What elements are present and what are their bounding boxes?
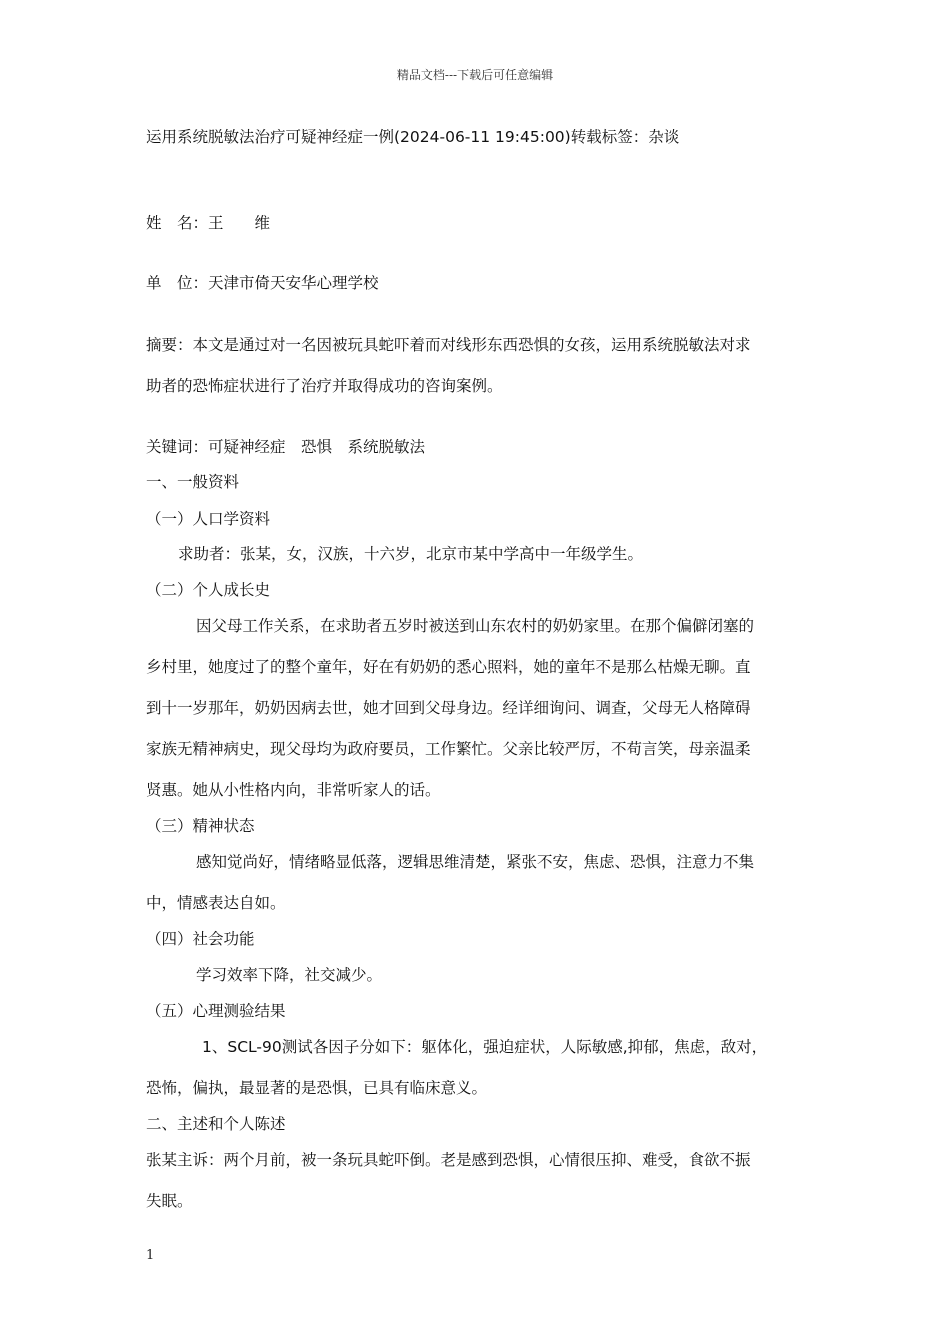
paragraph-line: 乡村里，她度过了的整个童年，好在有奶奶的悉心照料，她的童年不是那么枯燥无聊。直 — [146, 658, 751, 676]
paragraph-line: 中，情感表达自如。 — [146, 894, 286, 912]
paragraph-line: 贤惠。她从小性格内向，非常听家人的话。 — [146, 781, 441, 799]
paragraph-line: 到十一岁那年，奶奶因病去世，她才回到父母身边。经详细询问、调查，父母无人格障碍 — [146, 699, 751, 717]
paragraph-line: 学习效率下降，社交减少。 — [196, 966, 383, 984]
subsection-heading: （一）人口学资料 — [146, 510, 271, 528]
abstract-line: 助者的恐怖症状进行了治疗并取得成功的咨询案例。 — [146, 377, 503, 395]
paragraph-line: 家族无精神病史，现父母均为政府要员，工作繁忙。父亲比较严厉，不苟言笑，母亲温柔 — [146, 740, 751, 758]
subsection-heading: （五）心理测验结果 — [146, 1002, 286, 1020]
author-unit-line: 单 位：天津市倚天安华心理学校 — [146, 274, 379, 292]
page-number: 1 — [146, 1248, 155, 1263]
subsection-heading: （二）个人成长史 — [146, 581, 271, 599]
paragraph-line: 1、SCL-90测试各因子分如下：躯体化，强迫症状，人际敏感,抑郁，焦虑，敌对， — [202, 1038, 768, 1056]
paragraph-line: 求助者：张某，女，汉族，十六岁，北京市某中学高中一年级学生。 — [178, 545, 644, 563]
section-1-heading: 一、一般资料 — [146, 473, 240, 491]
paragraph-line: 感知觉尚好，情绪略显低落，逻辑思维清楚，紧张不安，焦虑、恐惧，注意力不集 — [196, 853, 755, 871]
paragraph-line: 因父母工作关系，在求助者五岁时被送到山东农村的奶奶家里。在那个偏僻闭塞的 — [196, 617, 755, 635]
abstract-line: 摘要：本文是通过对一名因被玩具蛇吓着而对线形东西恐惧的女孩，运用系统脱敏法对求 — [146, 336, 751, 354]
paragraph-line: 恐怖，偏执，最显著的是恐惧，已具有临床意义。 — [146, 1079, 488, 1097]
subsection-heading: （四）社会功能 — [146, 930, 255, 948]
paragraph-line: 张某主诉：两个月前，被一条玩具蛇吓倒。老是感到恐惧，心情很压抑、难受，食欲不振 — [146, 1151, 751, 1169]
paragraph-line: 失眠。 — [146, 1192, 193, 1210]
document-title: 运用系统脱敏法治疗可疑神经症一例(2024-06-11 19:45:00)转载标签：杂谈 — [146, 128, 680, 146]
author-name-line: 姓 名：王 维 — [146, 214, 271, 232]
subsection-heading: （三）精神状态 — [146, 817, 255, 835]
page-header: 精品文档---下载后可任意编辑 — [396, 68, 554, 82]
section-2-heading: 二、主述和个人陈述 — [146, 1115, 286, 1133]
keywords-line: 关键词：可疑神经症 恐惧 系统脱敏法 — [146, 438, 426, 456]
